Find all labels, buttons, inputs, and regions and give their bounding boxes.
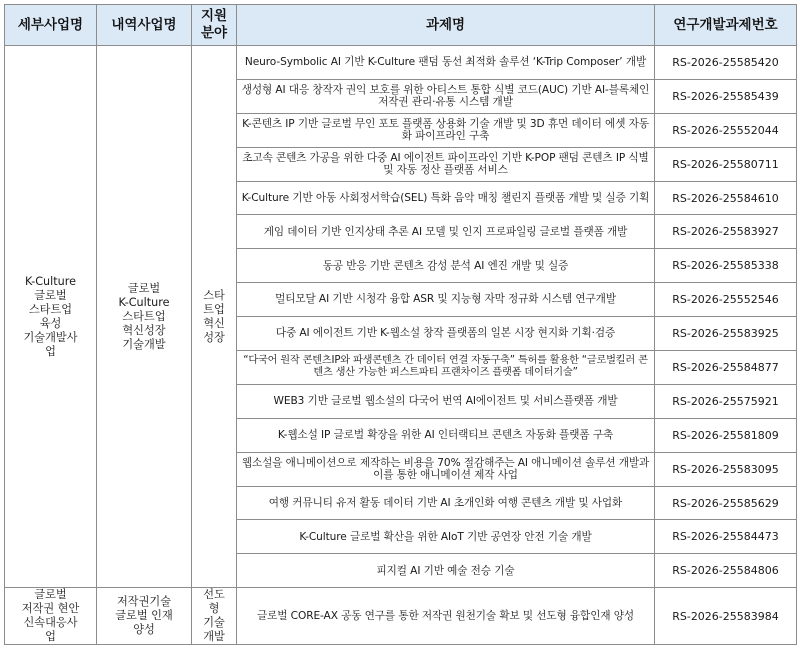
header-row: [5, 5, 797, 46]
header-rnd-number: 연구개발과제번호: [655, 5, 797, 46]
task-name-cell: “다국어 원작 콘텐츠IP와 파생콘텐츠 간 데이터 연결 자동구축” 특허를 활용한 “글로벌킬러 콘텐츠 생산 가능한 퍼스트파티 프랜차이즈 플랫폼 데이터기술”: [237, 351, 655, 385]
rnd-number-cell: RS-2026-25585439: [655, 79, 797, 113]
rnd-number-cell: RS-2026-25552546: [655, 283, 797, 317]
task-name-cell: 초고속 콘텐츠 가공을 위한 다중 AI 에이전트 파이프라인 기반 K-POP 팬덤 콘텐츠 IP 식별 및 자동 정산 플랫폼 서비스: [237, 147, 655, 181]
group1-support-field: 스타 트업 혁신 성장: [192, 46, 237, 588]
task-name-cell: 다중 AI 에이전트 기반 K-웹소설 창작 플랫폼의 일본 시장 현지화 기획·검증: [237, 317, 655, 351]
task-name-cell: 멀티모달 AI 기반 시청각 융합 ASR 및 지능형 자막 정규화 시스템 연구개발: [237, 283, 655, 317]
group2-detail-project: 저작권기술 글로벌 인재 양성: [97, 588, 192, 645]
rnd-number-cell: RS-2026-25575921: [655, 384, 797, 418]
task-name-cell: 여행 커뮤니티 유저 활동 데이터 기반 AI 초개인화 여행 콘텐츠 개발 및 사업화: [237, 486, 655, 520]
rnd-number-cell: RS-2026-25581809: [655, 418, 797, 452]
task-name-cell: 게임 데이터 기반 인지상태 추론 AI 모델 및 인지 프로파일링 글로벌 플랫폼 개발: [237, 215, 655, 249]
rnd-number-cell: RS-2026-25584610: [655, 181, 797, 215]
table-row: [5, 46, 797, 80]
group1-detail-project: 글로벌 K-Culture 스타트업 혁신성장 기술개발: [97, 46, 192, 588]
rnd-number-cell: RS-2026-25583984: [655, 588, 797, 645]
group2-support-field: 선도 형 기술 개발: [192, 588, 237, 645]
rnd-number-cell: RS-2026-25584473: [655, 520, 797, 554]
task-name-cell: 생성형 AI 대응 창작자 권익 보호를 위한 아티스트 통합 식별 코드(AUC) 기반 AI-블록체인 저작권 관리·유통 시스템 개발: [237, 79, 655, 113]
rnd-number-cell: RS-2026-25585338: [655, 249, 797, 283]
task-name-cell: 웹소설을 애니메이션으로 제작하는 비용을 70% 절감해주는 AI 애니메이션 솔루션 개발과 이를 통한 애니메이션 제작 사업: [237, 452, 655, 486]
header-sub-project: 세부사업명: [5, 5, 97, 46]
header-detail-project: 내역사업명: [97, 5, 192, 46]
rnd-number-cell: RS-2026-25583095: [655, 452, 797, 486]
rnd-number-cell: RS-2026-25583927: [655, 215, 797, 249]
task-name-cell: K-Culture 글로벌 확산을 위한 AIoT 기반 공연장 안전 기술 개발: [237, 520, 655, 554]
task-name-cell: 동공 반응 기반 콘텐츠 감성 분석 AI 엔진 개발 및 실증: [237, 249, 655, 283]
header-task-name: 과제명: [237, 5, 655, 46]
task-name-cell: K-콘텐츠 IP 기반 글로벌 무인 포토 플랫폼 상용화 기술 개발 및 3D 휴먼 데이터 에셋 자동화 파이프라인 구축: [237, 113, 655, 147]
rnd-number-cell: RS-2026-25552044: [655, 113, 797, 147]
task-name-cell: 글로벌 CORE-AX 공동 연구를 통한 저작권 원천기술 확보 및 선도형 융합인재 양성: [237, 588, 655, 645]
task-name-cell: WEB3 기반 글로벌 웹소설의 다국어 번역 AI에이전트 및 서비스플랫폼 개발: [237, 384, 655, 418]
rnd-number-cell: RS-2026-25584877: [655, 351, 797, 385]
task-name-cell: K-웹소설 IP 글로벌 확장을 위한 AI 인터랙티브 콘텐츠 자동화 플랫폼 구축: [237, 418, 655, 452]
group1-sub-project: K-Culture 글로벌 스타트업 육성 기술개발사 업: [5, 46, 97, 588]
task-name-cell: 피지컬 AI 기반 예술 전승 기술: [237, 554, 655, 588]
project-table: [4, 4, 797, 645]
rnd-number-cell: RS-2026-25583925: [655, 317, 797, 351]
rnd-number-cell: RS-2026-25585629: [655, 486, 797, 520]
group2-sub-project: 글로벌 저작권 현안 신속대응사 업: [5, 588, 97, 645]
header-support-field: 지원 분야: [192, 5, 237, 46]
rnd-number-cell: RS-2026-25584806: [655, 554, 797, 588]
task-name-cell: Neuro-Symbolic AI 기반 K-Culture 팬덤 동선 최적화 솔루션 ‘K-Trip Composer’ 개발: [237, 46, 655, 80]
task-name-cell: K-Culture 기반 아동 사회정서학습(SEL) 특화 음악 매칭 챌린지 플랫폼 개발 및 실증 기획: [237, 181, 655, 215]
rnd-number-cell: RS-2026-25580711: [655, 147, 797, 181]
rnd-number-cell: RS-2026-25585420: [655, 46, 797, 80]
table-row: [5, 588, 797, 645]
